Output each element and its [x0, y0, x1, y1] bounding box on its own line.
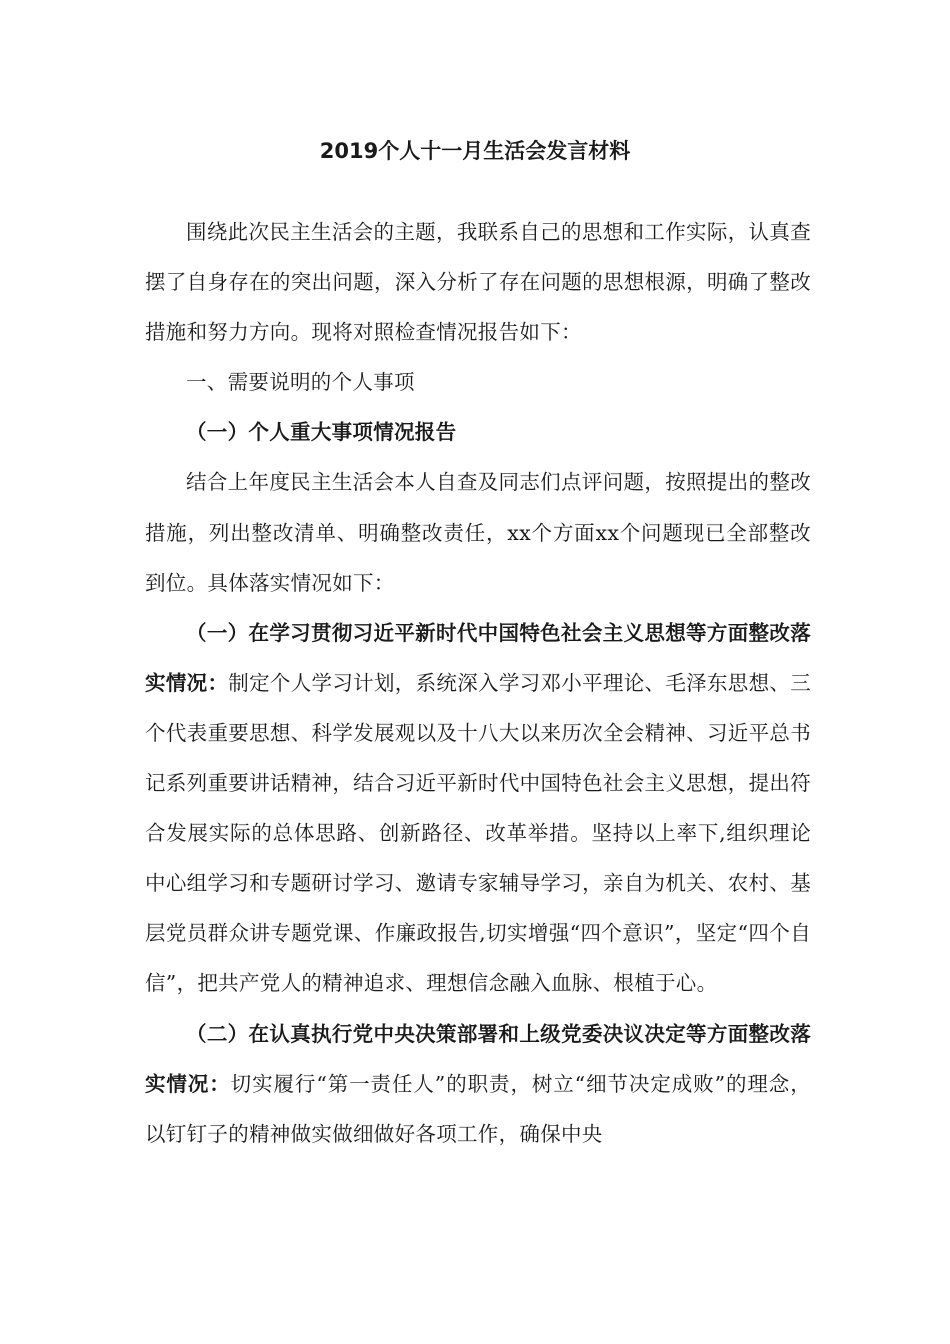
subsection-heading-1: （一）个人重大事项情况报告: [186, 420, 457, 445]
item-text-1: 制定个人学习计划，系统深入学习邓小平理论、毛泽东思想、三个代表重要思想、科学发展观以及十八大以来历次全会精神、习近平总书记系列重要讲话精神，结合习近平新时代中国特色社会主义思想，提出符合发展实际的总体思路、创新路径、改革举措。坚持以上率下,组织理论中心组学习和专题研讨学习、邀请专家辅导学习，亲自为机关、农村、基层党员群众讲专题党课、作廉政报告,切实增强“四个意识”，坚定“四个自信”，把共产党人的精神追求、理想信念融入血脉、根植于心。: [145, 670, 812, 996]
item-paragraph-1: [145, 608, 811, 1009]
item-paragraph-2: [145, 1009, 811, 1159]
item-text-2: 切实履行“第一责任人”的职责，树立“细节决定成败”的理念，以钉钉子的精神做实做细做好各项工作，确保中央: [145, 1071, 812, 1146]
intro-paragraph: 围绕此次民主生活会的主题，我联系自己的思想和工作实际，认真查摆了自身存在的突出问题，深入分析了存在问题的思想根源，明确了整改措施和努力方向。现将对照检查情况报告如下：: [145, 220, 811, 345]
document-title: 2019个人十一月生活会发言材料: [319, 139, 631, 163]
item-heading-2: （二）在认真执行党中央决策部署和上级党委决议决定等方面整改落实情况：: [145, 1021, 811, 1096]
section-heading-1: 一、需要说明的个人事项: [186, 370, 415, 395]
item-heading-1: （一）在学习贯彻习近平新时代中国特色社会主义思想等方面整改落实情况：: [145, 620, 811, 695]
summary-paragraph: 结合上年度民主生活会本人自查及同志们点评问题，按照提出的整改措施，列出整改清单、明确整改责任，xx个方面xx个问题现已全部整改到位。具体落实情况如下：: [145, 470, 811, 595]
document-body: [145, 207, 811, 1159]
